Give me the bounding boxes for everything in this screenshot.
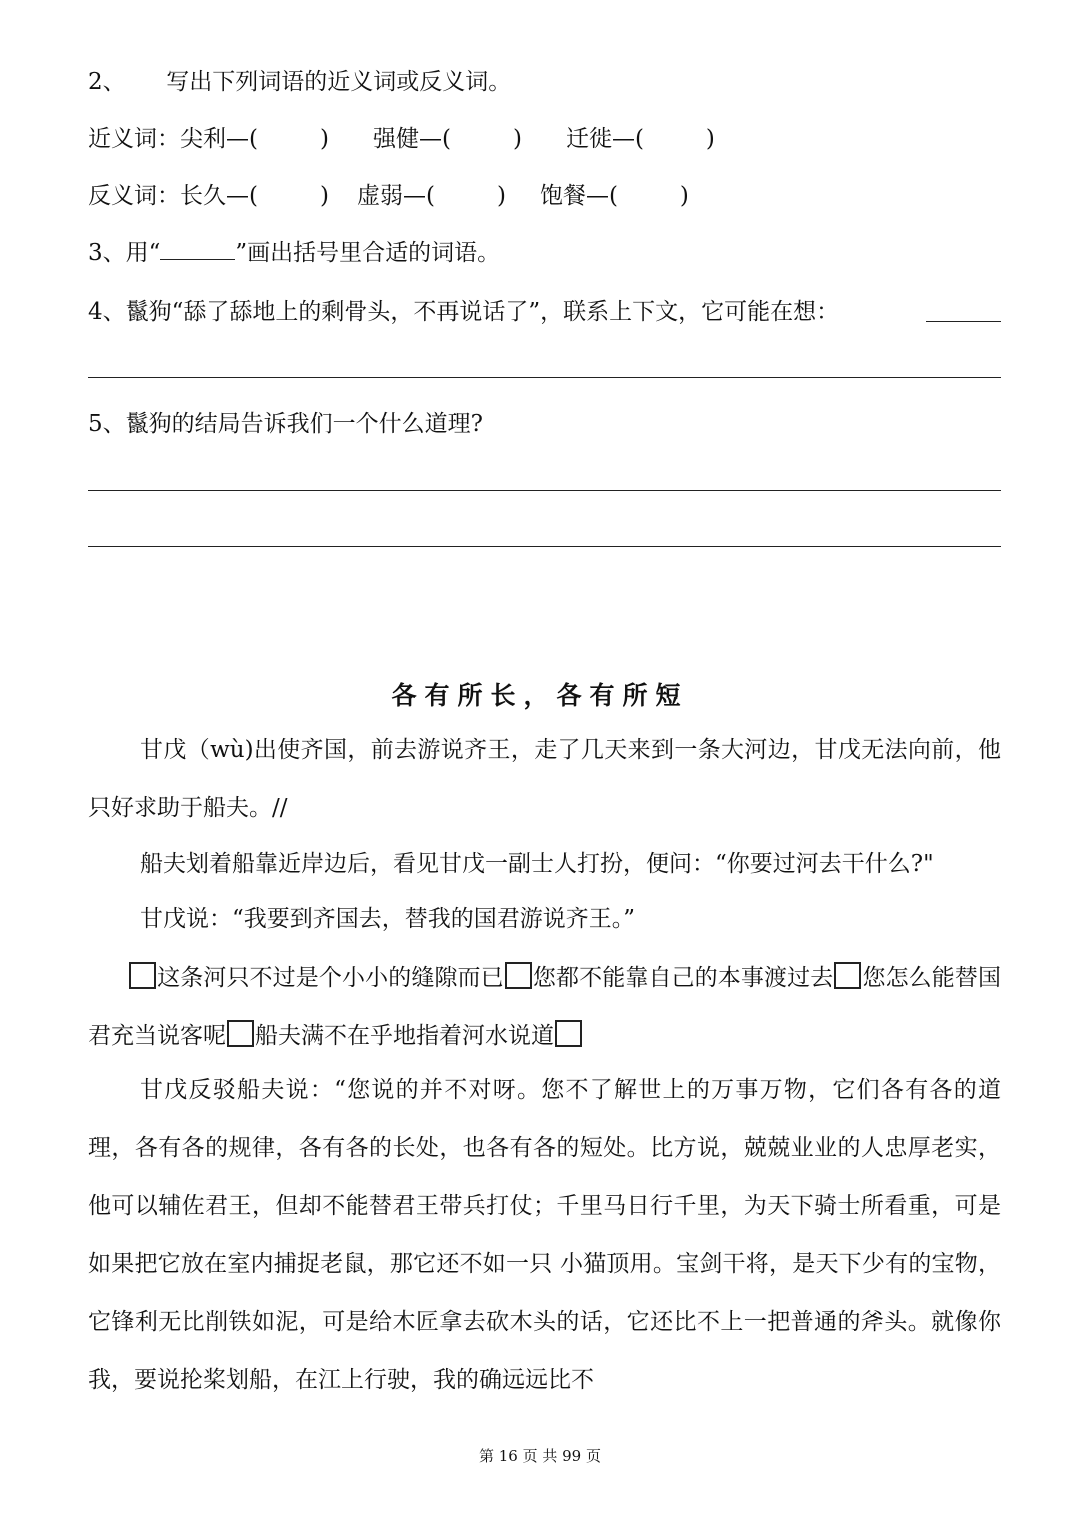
punctuation-box[interactable] (227, 1020, 254, 1047)
punctuation-box[interactable] (555, 1020, 582, 1047)
answer-line[interactable] (88, 377, 1001, 378)
punctuation-box[interactable] (129, 962, 156, 989)
punctuation-box[interactable] (505, 962, 532, 989)
answer-blank-inline[interactable] (926, 321, 1001, 322)
antonyms-row (88, 180, 689, 212)
page-footer: 第 16 页 共 99 页 (478, 1447, 601, 1465)
question-2-text: 写出下列词语的近义词或反义词。 (166, 69, 512, 95)
story-paragraph-3: 甘戊说：“我要到齐国去，替我的国君游说齐王。” (140, 906, 636, 932)
synonyms-label: 近义词： (88, 126, 180, 152)
question-2-number: 2、 (88, 69, 126, 95)
question-5-text: 5、鬣狗的结局告诉我们一个什么道理? (88, 411, 483, 437)
story-title: 各有所长，各有所短 (391, 681, 689, 710)
synonyms-row (88, 123, 715, 155)
antonym-item: 虚弱—( ) (356, 183, 506, 209)
question-3: 3、用“ ”画出括号里合适的词语。 (88, 237, 500, 269)
story-paragraph-4: 这条河只不过是个小小的缝隙而已 您都不能靠自己的本事渡过去 您怎么能替国君充当说客呢 船夫满不在乎地指着河水说道 (88, 949, 1001, 1065)
answer-line[interactable] (88, 546, 1001, 547)
question-4 (88, 296, 839, 328)
antonym-item: 长久—( ) (180, 183, 329, 209)
antonym-item: 饱餐—( ) (539, 183, 689, 209)
punctuation-box[interactable] (834, 962, 861, 989)
story-paragraph-5: 甘戊反驳船夫说：“您说的并不对呀。您不了解世上的万事万物，它们各有各的道理，各有各的规律，各有各的长处，也各有各的短处。比方说，兢兢业业的人忠厚老实，他可以辅佐君王，但却不能替君王带兵打仗；千里马日行千里，为天下骑士所看重，可是如果把它放在室内捕捉老鼠，那它还不如一只 小猫顶用。宝剑干将，是天下少有的宝物，它锋利无比削铁如泥，可是给木匠拿去砍木头的话，它还比不上一把普通的斧头。就像你我，要说抡桨划船，在江上行驶，我的确远远比不 (88, 1077, 1001, 1393)
synonym-item: 尖利—( ) (180, 126, 329, 152)
story-paragraph-2: 船夫划着船靠近岸边后，看见甘戊一副士人打扮，便问：“你要过河去干什么?" (140, 851, 934, 877)
answer-line[interactable] (88, 490, 1001, 491)
question-4-text: 4、鬣狗“舔了舔地上的剩骨头，不再说话了”，联系上下文，它可能在想： (88, 299, 840, 325)
synonym-item: 迁徙—( ) (565, 126, 715, 152)
question-2 (88, 66, 511, 98)
story-paragraph-1: 甘戊（wù)出使齐国，前去游说齐王，走了几天来到一条大河边，甘戊无法向前，他只好求助于船夫。// (88, 737, 1001, 821)
underline-blank (160, 237, 235, 260)
synonym-item: 强健—( ) (372, 126, 522, 152)
antonyms-label: 反义词： (88, 183, 180, 209)
question-5 (88, 408, 483, 440)
